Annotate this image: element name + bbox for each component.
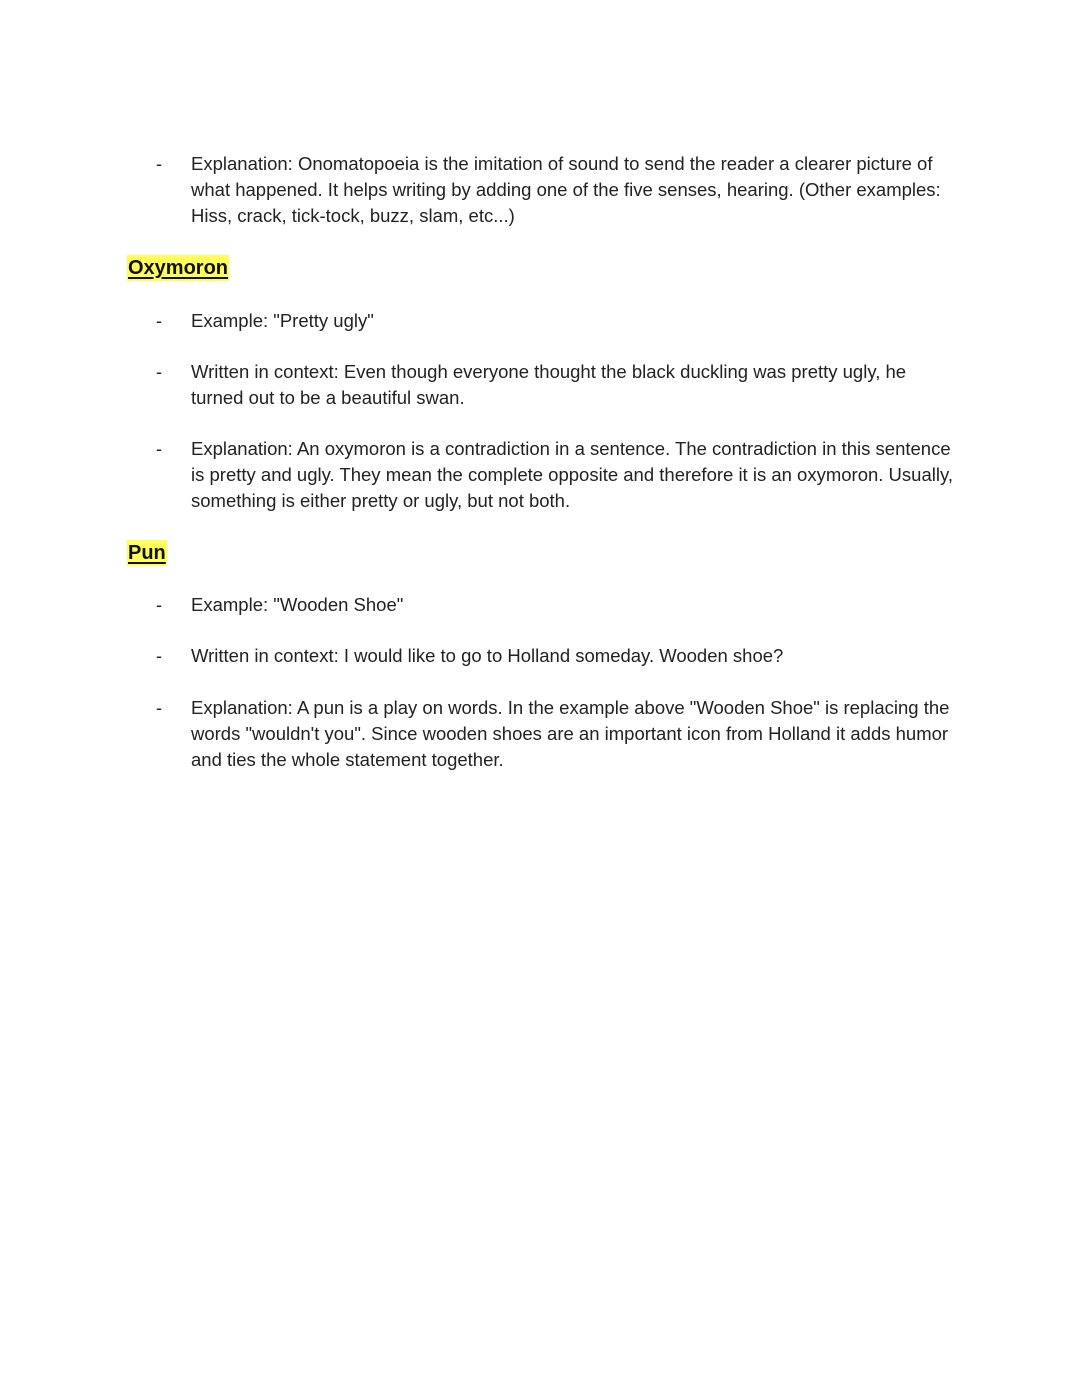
oxymoron-context: Written in context: Even though everyone thought the black duckling was pretty ugly, he turned out to be a beautiful swan. [191, 361, 907, 408]
bullet-dash: - [156, 698, 162, 718]
bullet-dash: - [156, 595, 162, 615]
oxymoron-example: Example: "Pretty ugly" [191, 310, 374, 331]
onomatopoeia-explanation: Explanation: Onomatopoeia is the imitation of sound to send the reader a clearer picture of what happened. It helps writing by adding one of the five senses, hearing. (Other examples: Hiss, crack, tick-tock, buzz, slam, etc...) [191, 153, 941, 226]
pun-explanation: Explanation: A pun is a play on words. In the example above "Wooden Shoe" is replacing the words "wouldn't you". Since wooden shoes are an important icon from Holland it adds humor and ties the whole statement together. [191, 697, 950, 770]
bullet-dash: - [156, 311, 162, 331]
bullet-dash: - [156, 646, 162, 666]
pun-context: Written in context: I would like to go to Holland someday. Wooden shoe? [191, 645, 784, 666]
pun-example: Example: "Wooden Shoe" [191, 594, 404, 615]
pun-heading: Pun [128, 542, 166, 564]
oxymoron-heading: Oxymoron [128, 257, 229, 279]
bullet-dash: - [156, 362, 162, 382]
oxymoron-explanation: Explanation: An oxymoron is a contradiction in a sentence. The contradiction in this sentence is pretty and ugly. They mean the complete opposite and therefore it is an oxymoron. Usually, something is either pretty or ugly, but not both. [191, 438, 953, 511]
bullet-dash: - [156, 154, 162, 174]
bullet-dash: - [156, 439, 162, 459]
